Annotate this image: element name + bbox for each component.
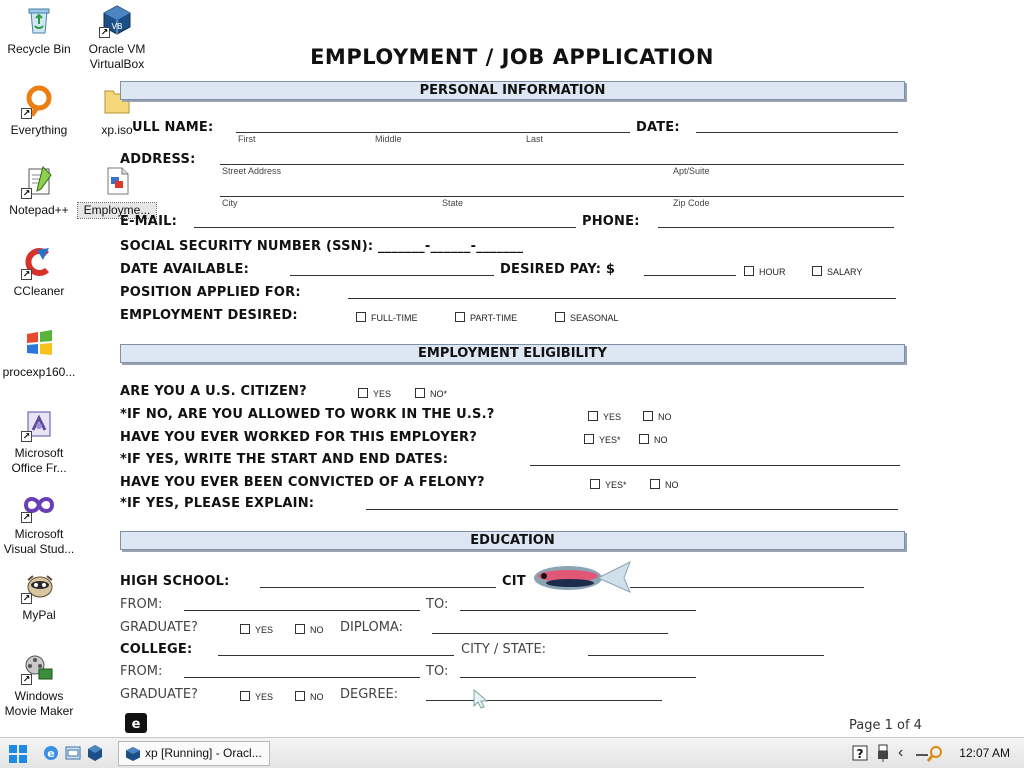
desktop-icon-label: Recycle Bin bbox=[7, 42, 71, 56]
desktop-icon-label: Employme... bbox=[78, 203, 156, 218]
degree-label: DEGREE: bbox=[340, 687, 399, 702]
desired-pay-label: DESIRED PAY: $ bbox=[500, 262, 616, 277]
start-end-dates-line[interactable] bbox=[530, 465, 900, 466]
ccleaner-icon bbox=[23, 246, 55, 278]
desktop-icon-label: MyPal bbox=[22, 608, 56, 622]
usb-tray-icon[interactable] bbox=[876, 744, 890, 767]
degree-line[interactable] bbox=[426, 700, 662, 701]
college-city-state-label: CITY / STATE: bbox=[461, 642, 547, 657]
city-state-zip-line[interactable] bbox=[220, 196, 904, 197]
visual-studio-icon bbox=[23, 489, 55, 521]
internet-explorer-icon bbox=[42, 744, 60, 762]
svg-text:e: e bbox=[47, 747, 55, 760]
desktop-icon-label: Microsoft Visual Stud... bbox=[3, 527, 75, 556]
hs-from-line[interactable] bbox=[184, 610, 420, 611]
windows-logo-icon bbox=[8, 744, 28, 764]
hs-graduate-no-checkbox[interactable]: NO bbox=[295, 624, 324, 635]
svg-text:?: ? bbox=[856, 747, 864, 761]
desktop-icon-label: Everything bbox=[10, 123, 68, 137]
shortcut-arrow-icon: ↗ bbox=[22, 108, 31, 118]
street-sublabel: Street Address bbox=[222, 166, 282, 176]
desktop-icon-movie-maker[interactable] bbox=[0, 651, 78, 719]
quicklaunch-explorer[interactable] bbox=[64, 744, 82, 767]
virtualbox-icon bbox=[101, 4, 133, 36]
seasonal-checkbox[interactable]: SEASONAL bbox=[555, 312, 619, 323]
shortcut-arrow-icon: ↗ bbox=[22, 431, 31, 441]
diploma-line[interactable] bbox=[432, 633, 668, 634]
part-time-checkbox[interactable]: PART-TIME bbox=[455, 312, 517, 323]
hs-graduate-label: GRADUATE? bbox=[120, 620, 198, 635]
full-time-checkbox[interactable]: FULL-TIME bbox=[356, 312, 418, 323]
start-button[interactable] bbox=[8, 744, 28, 768]
virtualbox-small-icon bbox=[86, 744, 104, 762]
desktop-icon-label: Microsoft Office Fr... bbox=[11, 446, 67, 475]
hs-to-line[interactable] bbox=[460, 610, 696, 611]
zip-sublabel: Zip Code bbox=[673, 198, 710, 208]
shortcut-arrow-icon: ↗ bbox=[22, 674, 31, 684]
desktop-icon-procexp[interactable] bbox=[0, 327, 78, 380]
please-explain-question: *IF YES, PLEASE EXPLAIN: bbox=[120, 496, 315, 511]
worked-yes-checkbox[interactable]: YES* bbox=[584, 434, 621, 445]
phone-label: PHONE: bbox=[582, 214, 640, 229]
high-school-label: HIGH SCHOOL: bbox=[120, 574, 230, 589]
high-school-city-line[interactable] bbox=[630, 587, 864, 588]
citizen-yes-checkbox[interactable]: YES bbox=[358, 388, 391, 399]
section-employment-eligibility: EMPLOYMENT ELIGIBILITY bbox=[120, 344, 905, 363]
last-sublabel: Last bbox=[526, 134, 544, 144]
email-line[interactable] bbox=[194, 227, 576, 228]
middle-sublabel: Middle bbox=[375, 134, 402, 144]
hs-graduate-yes-checkbox[interactable]: YES bbox=[240, 624, 273, 635]
file-explorer-icon bbox=[64, 744, 82, 762]
state-sublabel: State bbox=[442, 198, 464, 208]
svg-text:e: e bbox=[131, 717, 141, 732]
hs-from-label: FROM: bbox=[120, 597, 163, 612]
document-file-icon bbox=[101, 165, 133, 197]
desktop-icon-label: xp.iso bbox=[101, 123, 133, 137]
taskbar bbox=[0, 737, 1024, 768]
quicklaunch-virtualbox[interactable] bbox=[86, 744, 104, 767]
allowed-no-checkbox[interactable]: NO bbox=[643, 411, 672, 422]
shortcut-arrow-icon: ↗ bbox=[22, 593, 31, 603]
street-address-line[interactable] bbox=[220, 164, 904, 165]
employment-desired-label: EMPLOYMENT DESIRED: bbox=[120, 308, 298, 323]
shortcut-arrow-icon: ↗ bbox=[22, 188, 31, 198]
taskbar-virtualbox-window[interactable] bbox=[118, 741, 270, 766]
high-school-city-label: CIT bbox=[502, 574, 526, 589]
desktop-icon-visual-studio[interactable] bbox=[0, 489, 78, 557]
date-line[interactable] bbox=[696, 132, 898, 133]
desktop-icon-label: procexp160... bbox=[2, 365, 76, 379]
citizen-no-checkbox[interactable]: NO* bbox=[415, 388, 447, 399]
desktop-icon-ccleaner[interactable] bbox=[0, 246, 78, 299]
system-clock: 12:07 AM bbox=[959, 746, 1010, 760]
email-label: E-MAIL: bbox=[120, 214, 177, 229]
mouse-pointer-icon bbox=[472, 688, 490, 710]
college-graduate-label: GRADUATE? bbox=[120, 687, 198, 702]
worked-no-checkbox[interactable]: NO bbox=[639, 434, 668, 445]
movie-maker-icon bbox=[23, 651, 55, 683]
desktop-icon-label: CCleaner bbox=[13, 284, 65, 298]
notepad-plus-plus-icon bbox=[23, 165, 55, 197]
office-icon bbox=[23, 408, 55, 440]
allowed-to-work-question: *IF NO, ARE YOU ALLOWED TO WORK IN THE U.S.? bbox=[120, 407, 495, 422]
phone-line[interactable] bbox=[658, 227, 894, 228]
desktop-icon-notepad-plus-plus[interactable] bbox=[0, 165, 78, 218]
form-title: EMPLOYMENT / JOB APPLICATION bbox=[310, 45, 714, 69]
city-sublabel: City bbox=[222, 198, 238, 208]
felony-question: HAVE YOU EVER BEEN CONVICTED OF A FELONY? bbox=[120, 475, 485, 490]
date-available-label: DATE AVAILABLE: bbox=[120, 262, 249, 277]
college-city-state-line[interactable] bbox=[588, 655, 824, 656]
taskbar-window-title: xp [Running] - Oracl... bbox=[145, 746, 262, 760]
college-from-line[interactable] bbox=[184, 677, 420, 678]
page-indicator: Page 1 of 4 bbox=[849, 718, 922, 733]
felony-no-checkbox[interactable]: NO bbox=[650, 479, 679, 490]
citizen-question: ARE YOU A U.S. CITIZEN? bbox=[120, 384, 307, 399]
felony-yes-checkbox[interactable]: YES* bbox=[590, 479, 627, 490]
date-available-line[interactable] bbox=[290, 275, 494, 276]
position-applied-label: POSITION APPLIED FOR: bbox=[120, 285, 301, 300]
ssn-label: SOCIAL SECURITY NUMBER (SSN): _______-______-_______ bbox=[120, 239, 524, 254]
high-school-line[interactable] bbox=[260, 587, 496, 588]
desktop-icon-mypal[interactable] bbox=[0, 570, 78, 623]
everything-icon bbox=[23, 85, 55, 117]
shortcut-arrow-icon: ↗ bbox=[100, 27, 109, 37]
shortcut-arrow-icon: ↗ bbox=[22, 512, 31, 522]
desired-pay-line[interactable] bbox=[644, 275, 736, 276]
apt-sublabel: Apt/Suite bbox=[673, 166, 710, 176]
desktop-icon-label: Notepad++ bbox=[9, 203, 69, 217]
please-explain-line[interactable] bbox=[366, 509, 898, 510]
position-applied-line[interactable] bbox=[348, 298, 896, 299]
edit-document-icon[interactable] bbox=[124, 712, 148, 734]
desktop-icon-label: Windows Movie Maker bbox=[4, 689, 74, 718]
diploma-label: DIPLOMA: bbox=[340, 620, 403, 635]
desktop-icon-office[interactable] bbox=[0, 408, 78, 476]
mypal-browser-icon bbox=[23, 570, 55, 602]
chevron-left-icon[interactable]: ‹ bbox=[898, 744, 904, 761]
shortcut-arrow-icon: ↗ bbox=[22, 269, 31, 279]
college-line[interactable] bbox=[218, 655, 454, 656]
section-education: EDUCATION bbox=[120, 531, 905, 550]
desktop-icon-employment-doc[interactable] bbox=[78, 165, 156, 218]
full-name-line[interactable] bbox=[236, 132, 630, 133]
hs-to-label: TO: bbox=[426, 597, 449, 612]
address-label: ADDRESS: bbox=[120, 152, 196, 167]
college-graduate-yes-checkbox[interactable]: YES bbox=[240, 691, 273, 702]
svg-text:VB: VB bbox=[111, 22, 123, 31]
college-graduate-no-checkbox[interactable]: NO bbox=[295, 691, 324, 702]
desktop-icon-everything[interactable] bbox=[0, 85, 78, 138]
college-label: COLLEGE: bbox=[120, 642, 193, 657]
process-explorer-icon bbox=[23, 327, 55, 359]
start-end-dates-question: *IF YES, WRITE THE START AND END DATES: bbox=[120, 452, 449, 467]
virtualbox-window-icon bbox=[125, 746, 141, 762]
first-sublabel: First bbox=[238, 134, 256, 144]
college-to-label: TO: bbox=[426, 664, 449, 679]
desktop-icon-recycle-bin[interactable] bbox=[0, 4, 78, 57]
allowed-yes-checkbox[interactable]: YES bbox=[588, 411, 621, 422]
college-from-label: FROM: bbox=[120, 664, 163, 679]
quicklaunch-ie[interactable] bbox=[42, 744, 60, 767]
help-tray-icon[interactable] bbox=[852, 745, 868, 766]
worked-for-employer-question: HAVE YOU EVER WORKED FOR THIS EMPLOYER? bbox=[120, 430, 477, 445]
desktop-icon-virtualbox[interactable] bbox=[78, 4, 156, 72]
recycle-bin-icon bbox=[23, 4, 55, 36]
full-name-label: ULL NAME: bbox=[132, 120, 214, 135]
salary-checkbox[interactable]: SALARY bbox=[812, 266, 862, 277]
college-to-line[interactable] bbox=[460, 677, 696, 678]
desktop-icon-label: Oracle VM VirtualBox bbox=[88, 42, 146, 71]
network-tray-icon[interactable] bbox=[914, 744, 944, 767]
fish-cursor-icon bbox=[528, 558, 638, 596]
section-personal-information: PERSONAL INFORMATION bbox=[120, 81, 905, 100]
hour-checkbox[interactable]: HOUR bbox=[744, 266, 786, 277]
date-label: DATE: bbox=[636, 120, 680, 135]
